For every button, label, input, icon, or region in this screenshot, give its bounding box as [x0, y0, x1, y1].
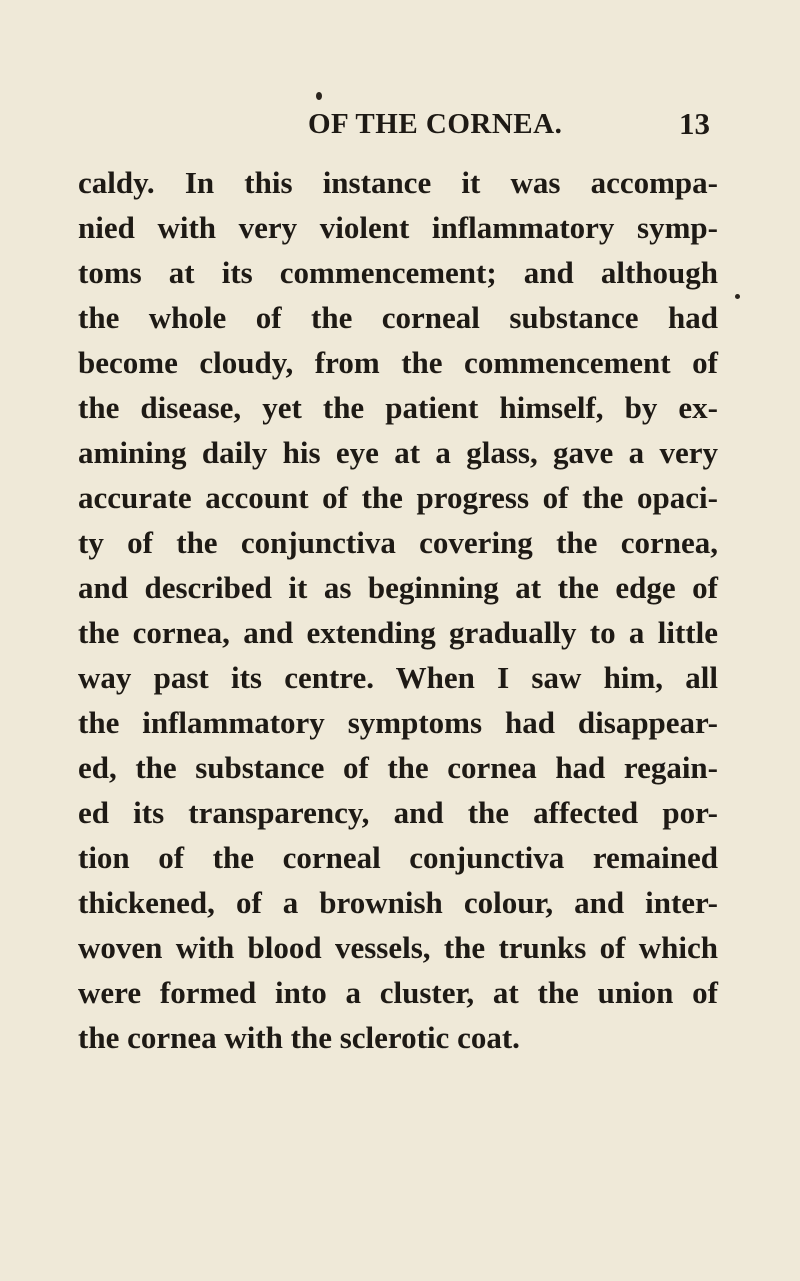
- text-line: the cornea with the sclerotic coat.: [78, 1020, 520, 1055]
- text-line: become cloudy, from the commencement of: [78, 345, 718, 380]
- text-line: caldy. In this instance it was accompa-: [78, 165, 718, 200]
- text-line: the whole of the corneal substance had: [78, 300, 718, 335]
- text-line: were formed into a cluster, at the union of: [78, 975, 718, 1010]
- text-line: tion of the corneal conjunctiva remained: [78, 840, 718, 875]
- text-line: woven with blood vessels, the trunks of which: [78, 930, 718, 965]
- running-title: OF THE CORNEA.: [308, 108, 563, 140]
- ink-dot: [735, 294, 740, 299]
- text-line: way past its centre. When I saw him, all: [78, 660, 718, 695]
- text-line: the cornea, and extending gradually to a little: [78, 615, 718, 650]
- text-line: and described it as beginning at the edge of: [78, 570, 718, 605]
- text-line: the disease, yet the patient himself, by ex-: [78, 390, 718, 425]
- text-line: accurate account of the progress of the opaci-: [78, 480, 718, 515]
- text-line: nied with very violent inflammatory symp-: [78, 210, 718, 245]
- page-header: [78, 108, 712, 148]
- text-line: toms at its commencement; and although: [78, 255, 718, 290]
- text-line: amining daily his eye at a glass, gave a very: [78, 435, 718, 470]
- ink-dot: [316, 92, 322, 100]
- text-line: the inflammatory symptoms had disappear-: [78, 705, 718, 740]
- text-line: ty of the conjunctiva covering the cornea,: [78, 525, 718, 560]
- page-number: 13: [679, 106, 710, 141]
- text-line: ed its transparency, and the affected por-: [78, 795, 718, 830]
- text-line: thickened, of a brownish colour, and inter-: [78, 885, 718, 920]
- text-line: ed, the substance of the cornea had regain-: [78, 750, 718, 785]
- body-text: [78, 160, 718, 1060]
